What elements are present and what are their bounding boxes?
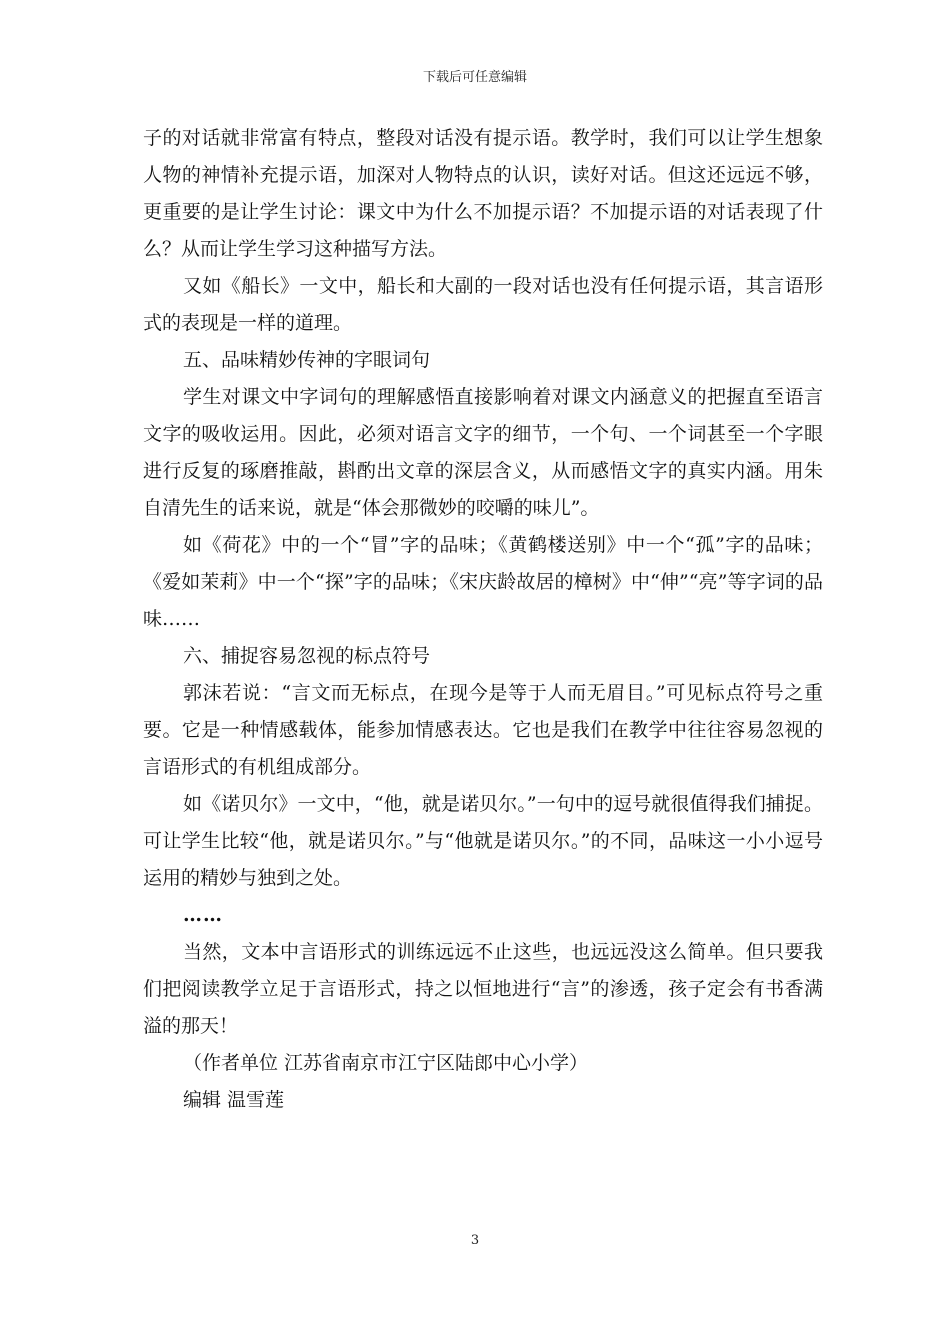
paragraph-ellipsis: …… <box>183 904 223 926</box>
section-heading-5: 五、品味精妙传神的字眼词句 <box>183 349 431 371</box>
paragraph-word-examples: 如《荷花》中的一个“冒”字的品味；《黄鹤楼送别》中一个“孤”字的品味；《爱如茉莉》中一个“探”字的品味；《宋庆龄故居的樟树》中“伸”“亮”等字词的品味…… <box>143 534 823 630</box>
paragraph-dialogue-continuation: 子的对话就非常富有特点，整段对话没有提示语。教学时，我们可以让学生想象人物的神情补充提示语，加深对人物特点的认识，读好对话。但这还远远不够，更重要的是让学生讨论：课文中为什么不加提示语？不加提示语的对话表现了什么？从而让学生学习这种描写方法。 <box>143 127 823 260</box>
page-number: 3 <box>470 1233 480 1248</box>
paragraph-conclusion: 当然，文本中言语形式的训练远远不止这些，也远远没这么简单。但只要我们把阅读教学立足于言语形式，持之以恒地进行“言”的渗透，孩子定会有书香满溢的那天！ <box>143 941 823 1037</box>
author-affiliation: （作者单位 江苏省南京市江宁区陆郎中心小学） <box>183 1052 589 1074</box>
paragraph-word-savoring: 学生对课文中字词句的理解感悟直接影响着对课文内涵意义的把握直至语言文字的吸收运用。因此，必须对语言文字的细节，一个句、一个词甚至一个字眼进行反复的琢磨推敲，斟酌出文章的深层含义，从而感悟文字的真实内涵。用朱自清先生的话来说，就是“体会那微妙的咬嚼的味儿”。 <box>143 386 823 519</box>
page-header: 下载后可任意编辑 <box>422 70 527 85</box>
article-body <box>143 120 823 1119</box>
section-heading-6: 六、捕捉容易忽视的标点符号 <box>183 645 431 667</box>
paragraph-punctuation-importance: 郭沫若说：“言文而无标点，在现今是等于人而无眉目。”可见标点符号之重要。它是一种情感载体，能参加情感表达。它也是我们在教学中往往容易忽视的言语形式的有机组成部分。 <box>143 682 823 778</box>
paragraph-nobel-example: 如《诺贝尔》一文中，“他，就是诺贝尔。”一句中的逗号就很值得我们捕捉。可让学生比较“他，就是诺贝尔。”与“他就是诺贝尔。”的不同，品味这一小小逗号运用的精妙与独到之处。 <box>143 793 823 889</box>
paragraph-captain-example: 又如《船长》一文中，船长和大副的一段对话也没有任何提示语，其言语形式的表现是一样的道理。 <box>143 275 823 334</box>
editor-credit: 编辑 温雪莲 <box>183 1089 285 1111</box>
